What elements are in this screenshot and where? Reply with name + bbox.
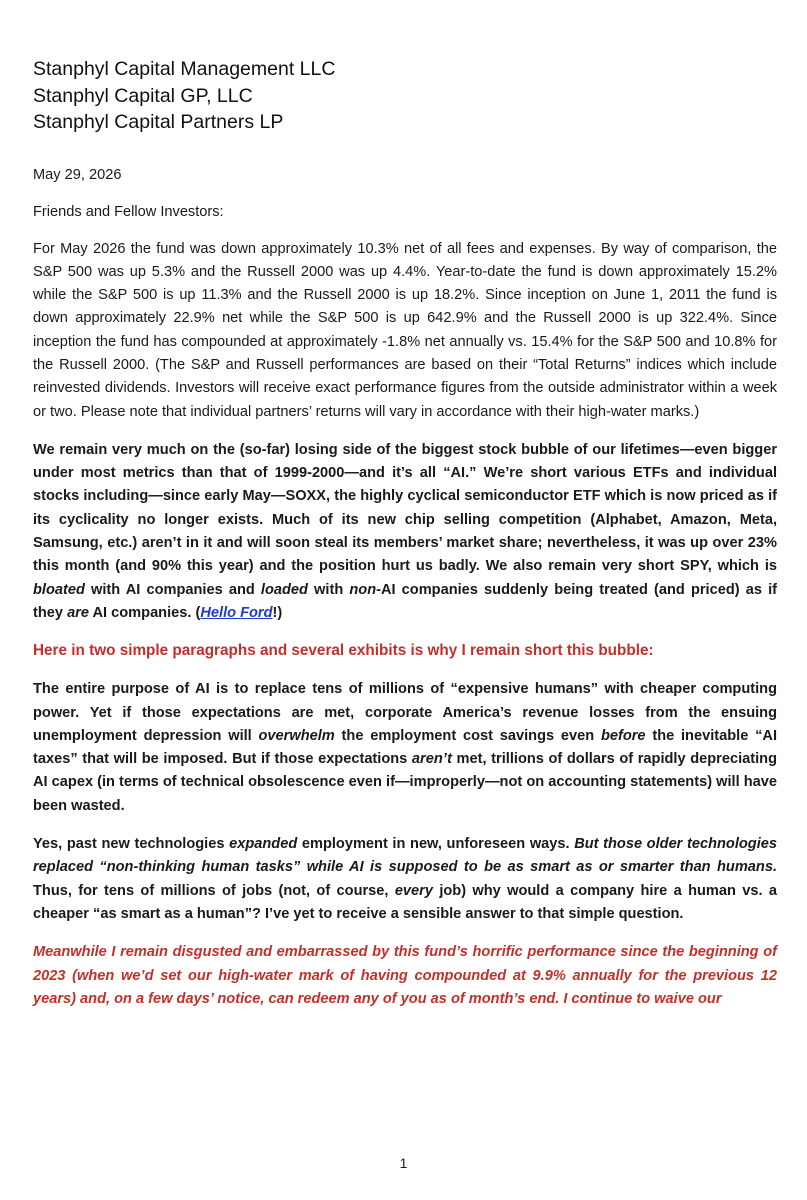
short-position-paragraph [33,439,777,625]
letterhead-line-1: Stanphyl Capital Management LLC [33,58,336,80]
text-run: employment in new, unforeseen ways. [297,836,575,853]
past-technologies-paragraph [33,833,777,926]
text-run: with [307,581,350,598]
emphasis: aren’t [411,751,452,768]
text-run: Thus, for tens of millions of jobs (not, of course, [33,882,395,899]
text-run: We remain very much on the (so-far) losing side of the biggest stock bubble of our lifetimes—even bigger under most metrics than that of 1999-2000—and it’s all “AI.” We’re short various ETFs and individual stocks including—since early May—SOXX, the highly cyclical semiconductor ETF which is now priced as if its cyclicality no longer exists. Much of its new chip selling competition (Alphabet, Amazon, Meta, Samsung, etc.) aren’t in it and will soon steal its members’ market share; nevertheless, it was up over 23% this month (and 90% this year) and the position hurt us badly. We also remain very short SPY, which is [33,441,777,575]
emphasis: loaded [260,581,308,598]
emphasis: are [67,604,89,621]
text-run: with AI companies and [84,581,261,598]
emphasis: before [600,727,646,744]
emphasis: overwhelm [258,727,335,744]
text-run: -AI companies suddenly being treated (and priced) as if they [33,581,777,621]
closing-paragraph: Meanwhile I remain disgusted and embarrassed by this fund’s horrific performance since the beginning of 2023 (when we’d set our high-water mark of having compounded at 9.9% annually for the previous 12 years) and, on a few days’ notice, can redeem any of you as of month’s end. I continue to waive our [33,944,777,1007]
text-run: the inevitable “AI taxes” that will be imposed. But if those expectations [33,727,777,768]
performance-paragraph: For May 2026 the fund was down approximately 10.3% net of all fees and expenses. By way of comparison, the S&P 500 was up 5.3% and the Russell 2000 was up 4.4%. Year-to-date the fund is down approximately 15.2% while the S&P 500 is up 11.3% and the Russell 2000 is up 18.2%. Since inception on June 1, 2011 the fund is down approximately 22.9% net while the S&P 500 is up 642.9% and the Russell 2000 is up 322.4%. Since inception the fund has compounded at approximately -1.8% net annually vs. 15.4% for the S&P 500 and 10.8% for the Russell 2000. (The S&P and Russell performances are based on their “Total Returns” indices which include reinvested dividends. Investors will receive exact performance figures from the outside administrator within a week or two. Please note that individual partners’ returns will vary in accordance with their high-water marks.) [33,240,777,420]
letterhead [33,56,777,136]
emphasis: expanded [229,836,298,853]
text-run: The entire purpose of AI is to replace tens of millions of “expensive humans” with cheaper computing power. Yet if those expectations are met, corporate America’s revenue losses from the ensuing unemployment depression will [33,681,777,744]
page-number: 1 [399,1155,408,1171]
emphasis: every [394,882,433,899]
hello-ford-link[interactable]: Hello Ford [200,604,273,621]
text-run: met, trillions of dollars of rapidly depreciating AI capex (in terms of technical obsolescence even if—improperly—not on accounting statements) will have been wasted. [33,751,777,814]
section-heading: Here in two simple paragraphs and several exhibits is why I remain short this bubble: [33,642,654,660]
text-run: AI companies. ( [88,604,201,621]
text-run: !) [272,604,283,621]
text-run: job) why would a company hire a human vs. a cheaper “as smart as a human”? I’ve yet to receive a sensible answer to that simple question. [33,882,777,922]
salutation: Friends and Fellow Investors: [33,203,224,220]
letterhead-line-3: Stanphyl Capital Partners LP [33,111,284,133]
text-run: the employment cost savings even [334,727,601,744]
ai-purpose-paragraph [33,678,777,818]
letter-date: May 29, 2026 [33,166,122,183]
letterhead-line-2: Stanphyl Capital GP, LLC [33,84,253,107]
text-run: Yes, past new technologies [33,836,230,853]
emphasis: bloated [33,581,85,598]
emphasis: non [349,581,377,598]
emphasis: But those older technologies replaced “non-thinking human tasks” while AI is supposed to be as smart as or smarter than humans. [33,836,777,876]
